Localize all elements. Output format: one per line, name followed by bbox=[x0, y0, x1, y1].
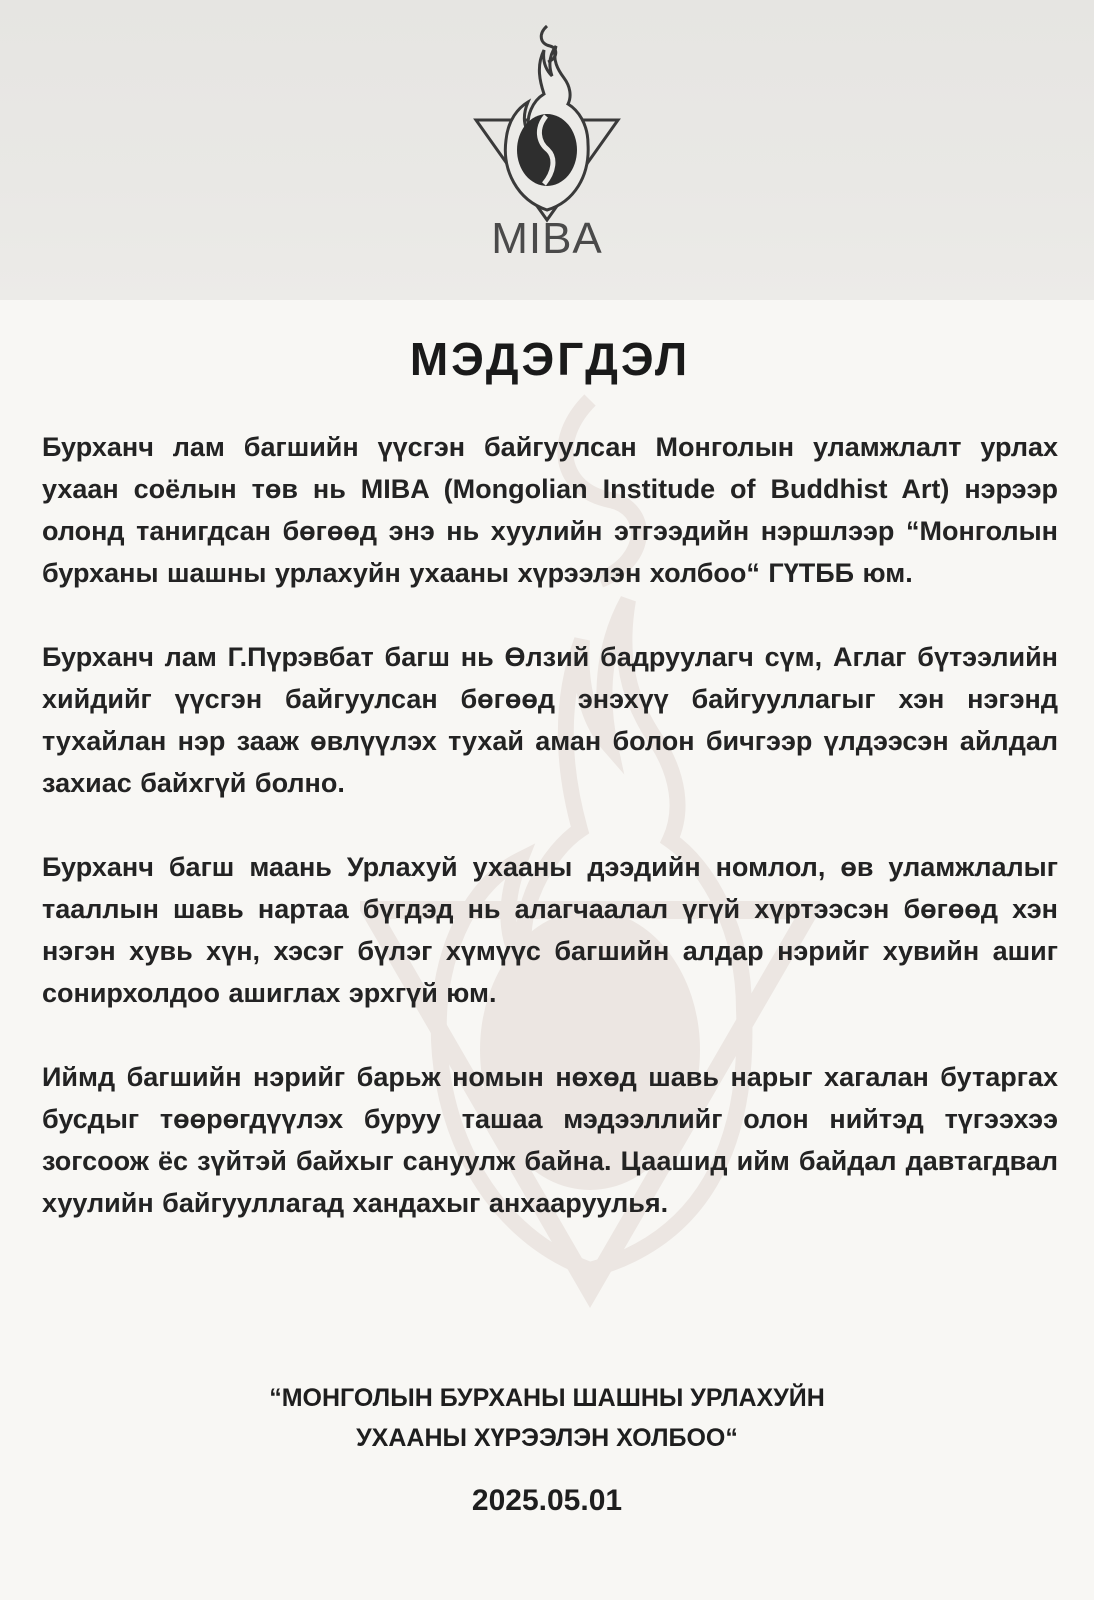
logo-text: MIBA bbox=[491, 214, 603, 263]
notice-date: 2025.05.01 bbox=[471, 1484, 623, 1517]
notice-title: МЭДЭГДЭЛ bbox=[409, 333, 691, 385]
header-banner bbox=[0, 0, 1094, 300]
paragraph-1: Бурханч лам багшийн үүсгэн байгуулсан Монголын уламжлалт урлах ухаан соёлын төв нь MIBA (Mongolian Institude of Buddhist Art) нэрээр олонд танигдсан бөгөөд энэ нь хуулийн этгээдийн нэршлээр “Монголын бурханы шашны урлахуйн ухааны хүрээлэн холбоо“ ГҮТББ юм. bbox=[42, 432, 1058, 588]
signature-line-2: УХААНЫ ХҮРЭЭЛЭН ХОЛБОО“ bbox=[356, 1424, 738, 1452]
flame-triangle-logo-icon bbox=[472, 20, 622, 230]
paragraph-2: Бурханч лам Г.Пүрэвбат багш нь Өлзий бадруулагч сүм, Аглаг бүтээлийн хийдийг үүсгэн байгуулсан бөгөөд энэхүү байгууллагыг хэн нэгэнд тухайлан нэр зааж өвлүүлэх тухай аман болон бичгээр үлдээсэн айлдал захиас байхгүй болно. bbox=[42, 642, 1058, 798]
paragraph-4: Иймд багшийн нэрийг барьж номын нөхөд шавь нарыг хагалан бутаргах бусдыг төөрөгдүүлэх буруу ташаа мэдээллийг олон нийтэд түгээхээ зогсоож ёс зүйтэй байхыг сануулж байна. Цаашид ийм байдал давтагдвал хуулийн байгууллагад хандахыг анхааруулья. bbox=[42, 1062, 1058, 1218]
notice-body bbox=[42, 310, 1058, 1266]
signature-block bbox=[0, 1378, 1094, 1458]
miba-logo bbox=[472, 20, 622, 263]
signature-line-1: “МОНГОЛЫН БУРХАНЫ ШАШНЫ УРЛАХУЙН bbox=[269, 1384, 825, 1412]
paragraph-3: Бурханч багш маань Урлахуй ухааны дээдийн номлол, өв уламжлалыг тааллын шавь нартаа бүгдэд нь алагчаалал үгүй хүртээсэн бөгөөд хэн нэгэн хувь хүн, хэсэг бүлэг хүмүүс багшийн алдар нэрийг хувийн ашиг сонирхолдоо ашиглах эрхгүй юм. bbox=[42, 852, 1058, 1008]
